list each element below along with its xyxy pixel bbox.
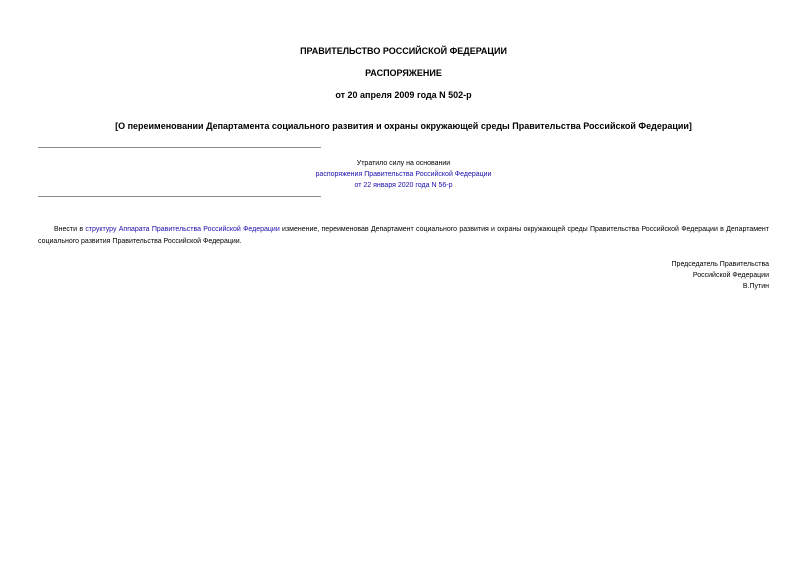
signatory-position-line1: Председатель Правительства	[671, 261, 769, 268]
document-date-number: от 20 апреля 2009 года N 502-р	[335, 90, 472, 100]
signatory-position-line2: Российской Федерации	[692, 272, 769, 279]
document-type: РАСПОРЯЖЕНИЕ	[365, 68, 442, 78]
lapse-note-text: Утратило силу на основании	[356, 160, 451, 167]
lapse-note-link-decree[interactable]: распоряжения Правительства Российской Федерации	[315, 171, 492, 178]
decree-body-paragraph	[38, 224, 769, 248]
structure-link[interactable]: структуру Аппарата Правительства Российской Федерации	[85, 226, 280, 233]
body-text-before-link: Внести в	[54, 226, 86, 233]
signatory-name: В.Путин	[742, 283, 769, 290]
lapse-note-link-date[interactable]: от 22 января 2020 года N 56-р	[354, 182, 453, 189]
body-text-after-link: изменение, переименовав Департамент социального развития и охраны окружающей среды Правительства Российской Федерации в Департамент социального развития Правительства Российской Федерации.	[38, 226, 769, 245]
issuing-authority: ПРАВИТЕЛЬСТВО РОССИЙСКОЙ ФЕДЕРАЦИИ	[300, 46, 507, 56]
divider-bottom	[38, 196, 321, 197]
divider-top	[38, 147, 321, 148]
document-title: [О переименовании Департамента социального развития и охраны окружающей среды Правительства Российской Федерации]	[115, 121, 692, 131]
